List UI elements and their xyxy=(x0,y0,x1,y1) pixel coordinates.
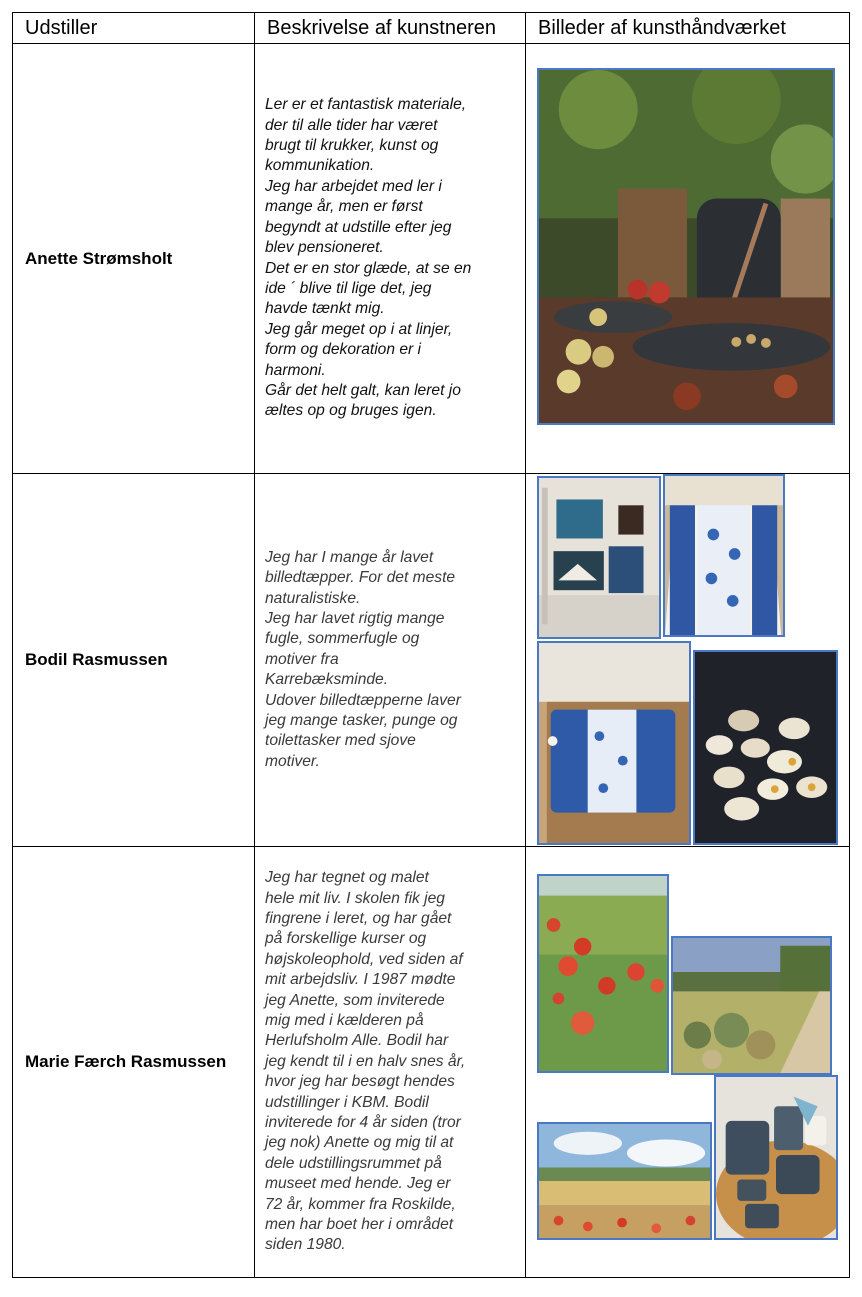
exhibitor-description xyxy=(255,847,526,1278)
description-line: blev pensioneret. xyxy=(265,239,384,257)
table-row xyxy=(13,44,850,474)
description-line: hele mit liv. I skolen fik jeg xyxy=(265,889,445,907)
description-line: motiver fra xyxy=(265,650,339,668)
description-line: naturalistiske. xyxy=(265,589,361,607)
description-line: Jeg har lavet rigtig mange xyxy=(265,609,445,627)
description-line: Jeg har I mange år lavet xyxy=(265,548,434,566)
table-runner-photo xyxy=(663,474,785,637)
description-line: toilettasker med sjove xyxy=(265,732,416,750)
description-line: Karrebæksminde. xyxy=(265,671,389,689)
description-line: jeg mange tasker, punge og xyxy=(265,712,458,730)
tapestry-wall-photo xyxy=(537,476,661,639)
description-line: fingrene i leret, og har gået xyxy=(265,909,452,927)
description-line: dele udstillingsrummet på xyxy=(265,1154,442,1172)
description-line: form og dekoration er i xyxy=(265,341,422,359)
artwork-images xyxy=(526,847,850,1278)
description-line: 72 år, kommer fra Roskilde, xyxy=(265,1195,456,1213)
description-line: begyndt at udstille efter jeg xyxy=(265,218,452,236)
description-line: der til alle tider har været xyxy=(265,116,438,134)
description-line: jeg kendt til i en halv snes år, xyxy=(265,1052,466,1070)
description-line: brugt til krukker, kunst og xyxy=(265,137,439,155)
description-line: museet med hende. Jeg er xyxy=(265,1175,451,1193)
description-line: fugle, sommerfugle og xyxy=(265,630,420,648)
field-painting-photo xyxy=(537,1122,712,1240)
description-line: billedtæpper. For det meste xyxy=(265,569,456,587)
description-line: udstillinger i KBM. Bodil xyxy=(265,1093,429,1111)
description-line: ide ´ blive til lige det, jeg xyxy=(265,279,432,297)
description-line: men har boet her i området xyxy=(265,1216,454,1234)
description-line: mange år, men er først xyxy=(265,198,423,216)
description-text xyxy=(265,95,517,422)
table-row xyxy=(13,474,850,847)
table-row xyxy=(13,847,850,1278)
header-images: Billeder af kunsthåndværket xyxy=(526,13,850,44)
artwork-images xyxy=(526,474,850,847)
description-line: Jeg har arbejdet med ler i xyxy=(265,177,442,195)
description-line: inviterede for 4 år siden (tror xyxy=(265,1114,461,1132)
flower-path-painting-photo xyxy=(671,936,832,1075)
description-line: højskoleophold, ved siden af xyxy=(265,950,463,968)
description-line: Jeg har tegnet og malet xyxy=(265,869,429,887)
exhibitor-description xyxy=(255,474,526,847)
description-text xyxy=(265,868,517,1256)
poppy-painting-photo xyxy=(537,874,669,1073)
exhibitor-name: Marie Færch Rasmussen xyxy=(13,847,255,1278)
description-line: på forskellige kurser og xyxy=(265,930,427,948)
exhibitor-table xyxy=(12,12,850,1278)
description-line: Herlufsholm Alle. Bodil har xyxy=(265,1032,449,1050)
description-line: jeg Anette, som inviterede xyxy=(265,991,445,1009)
header-row xyxy=(13,13,850,44)
artwork-images xyxy=(526,44,850,474)
description-line: Ler er et fantastisk materiale, xyxy=(265,96,467,114)
exhibitor-description xyxy=(255,44,526,474)
header-exhibitor: Udstiller xyxy=(13,13,255,44)
description-line: kommunikation. xyxy=(265,157,375,175)
ceramic-vessels-photo xyxy=(714,1075,838,1240)
exhibitor-name: Bodil Rasmussen xyxy=(13,474,255,847)
description-line: Udover billedtæpperne laver xyxy=(265,691,461,709)
ceramics-photo xyxy=(537,68,835,425)
description-line: siden 1980. xyxy=(265,1236,346,1254)
toiletry-bag-photo xyxy=(537,641,691,845)
description-line: havde tænkt mig. xyxy=(265,300,385,318)
description-line: mit arbejdsliv. I 1987 mødte xyxy=(265,971,456,989)
description-line: æltes op og bruges igen. xyxy=(265,402,437,420)
description-line: Det er en stor glæde, at se en xyxy=(265,259,472,277)
painted-stones-photo xyxy=(693,650,838,845)
description-line: hvor jeg har besøgt hendes xyxy=(265,1073,455,1091)
description-line: jeg nok) Anette og mig til at xyxy=(265,1134,454,1152)
description-line: Går det helt galt, kan leret jo xyxy=(265,381,461,399)
description-text xyxy=(265,548,517,772)
description-line: harmoni. xyxy=(265,361,326,379)
description-line: motiver. xyxy=(265,752,320,770)
description-line: Jeg går meget op i at linjer, xyxy=(265,320,453,338)
header-description: Beskrivelse af kunstneren xyxy=(255,13,526,44)
exhibitor-name: Anette Strømsholt xyxy=(13,44,255,474)
description-line: mig med i kælderen på xyxy=(265,1011,424,1029)
